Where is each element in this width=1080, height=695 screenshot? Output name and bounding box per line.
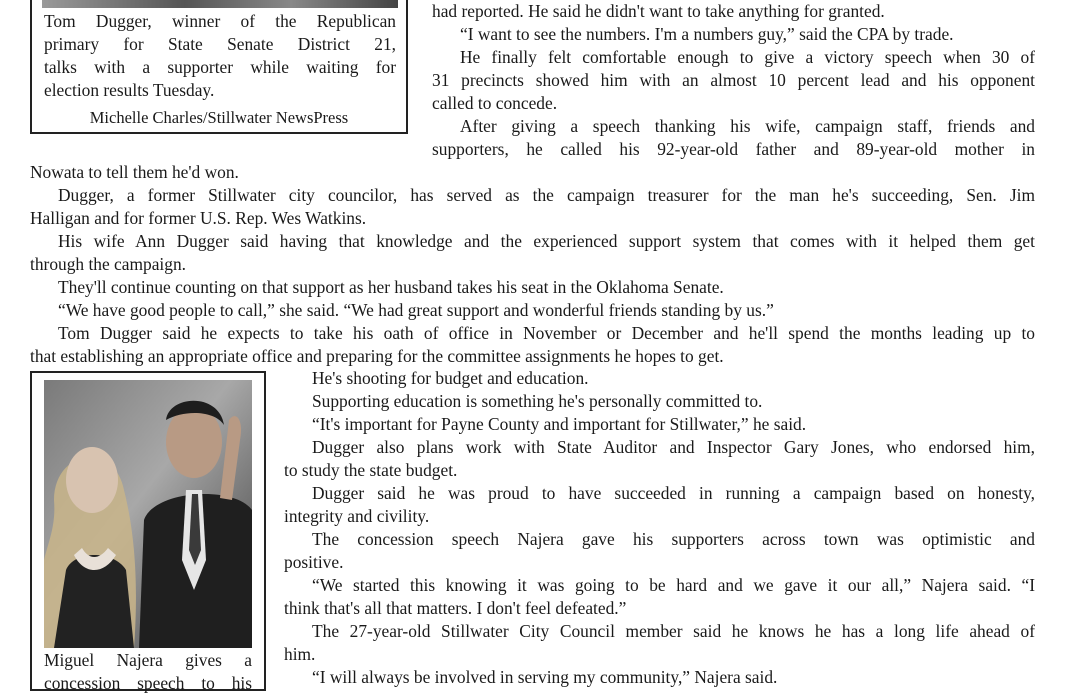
article-line: that establishing an appropriate office and preparing for the committee assignments he hopes to get.	[30, 346, 724, 366]
article-line: He finally felt comfortable enough to give a victory speech when 30 of	[460, 47, 1035, 67]
article-line: His wife Ann Dugger said having that knowledge and the experienced support system that comes with it helped them get	[58, 231, 1035, 251]
bottom-photo-box	[30, 371, 266, 691]
caption-line: concession speech to his	[44, 673, 252, 693]
article-line: Halligan and for former U.S. Rep. Wes Watkins.	[30, 208, 367, 228]
article-line: “I want to see the numbers. I'm a numbers guy,” said the CPA by trade.	[460, 24, 954, 44]
caption-line: talks with a supporter while waiting for	[44, 57, 396, 77]
article-line: through the campaign.	[30, 254, 186, 274]
top-photo-caption-box	[30, 0, 408, 134]
article-line: positive.	[284, 552, 344, 572]
article-line: The 27-year-old Stillwater City Council member said he knows he has a long life ahead of	[312, 621, 1035, 641]
article-line: Dugger, a former Stillwater city councilor, has served as the campaign treasurer for the man he's succeeding, Sen. Jim	[58, 185, 1035, 205]
top-photo-bottom-edge	[42, 0, 398, 8]
article-line: to study the state budget.	[284, 460, 458, 480]
article-line: They'll continue counting on that support as her husband takes his seat in the Oklahoma Senate.	[58, 277, 724, 297]
article-line: Nowata to tell them he'd won.	[30, 162, 239, 182]
article-line: think that's all that matters. I don't feel defeated.”	[284, 598, 627, 618]
article-line: “It's important for Payne County and important for Stillwater,” he said.	[312, 414, 807, 434]
article-line: integrity and civility.	[284, 506, 430, 526]
article-line: “We have good people to call,” she said. “We had great support and wonderful friends standing by us.”	[58, 300, 774, 320]
article-line: supporters, he called his 92-year-old father and 89-year-old mother in	[432, 139, 1035, 159]
caption-line: Tom Dugger, winner of the Republican	[44, 11, 396, 31]
article-line: “I will always be involved in serving my community,” Najera said.	[312, 667, 778, 687]
article-line: Tom Dugger said he expects to take his oath of office in November or December and he'll spend the months leading up to	[58, 323, 1035, 343]
caption-line: Miguel Najera gives a	[44, 650, 252, 670]
article-line: called to concede.	[432, 93, 558, 113]
najera-photo	[44, 380, 252, 648]
article-line: him.	[284, 644, 316, 664]
caption-line: election results Tuesday.	[44, 80, 215, 100]
article-line: “We started this knowing it was going to be hard and we gave it our all,” Najera said. “I	[312, 575, 1035, 595]
article-line: After giving a speech thanking his wife, campaign staff, friends and	[460, 116, 1035, 136]
article-line: 31 precincts showed him with an almost 10 percent lead and his opponent	[432, 70, 1035, 90]
article-line: Supporting education is something he's personally committed to.	[312, 391, 763, 411]
article-bottom-right-column	[284, 367, 1035, 689]
article-line: Dugger also plans work with State Auditor and Inspector Gary Jones, who endorsed him,	[312, 437, 1035, 457]
article-line: He's shooting for budget and education.	[312, 368, 589, 388]
article-line: had reported. He said he didn't want to take anything for granted.	[432, 1, 885, 21]
article-line: The concession speech Najera gave his supporters across town was optimistic and	[312, 529, 1035, 549]
najera-photo-illustration	[44, 380, 252, 648]
article-line: Dugger said he was proud to have succeeded in running a campaign based on honesty,	[312, 483, 1035, 503]
top-photo-caption	[44, 10, 396, 102]
photo-credit: Michelle Charles/Stillwater NewsPress	[89, 108, 349, 127]
article-full-width-section	[30, 161, 1035, 368]
caption-line: primary for State Senate District 21,	[44, 34, 396, 54]
article-top-right-column	[432, 0, 1035, 161]
bottom-photo-caption	[44, 649, 252, 695]
